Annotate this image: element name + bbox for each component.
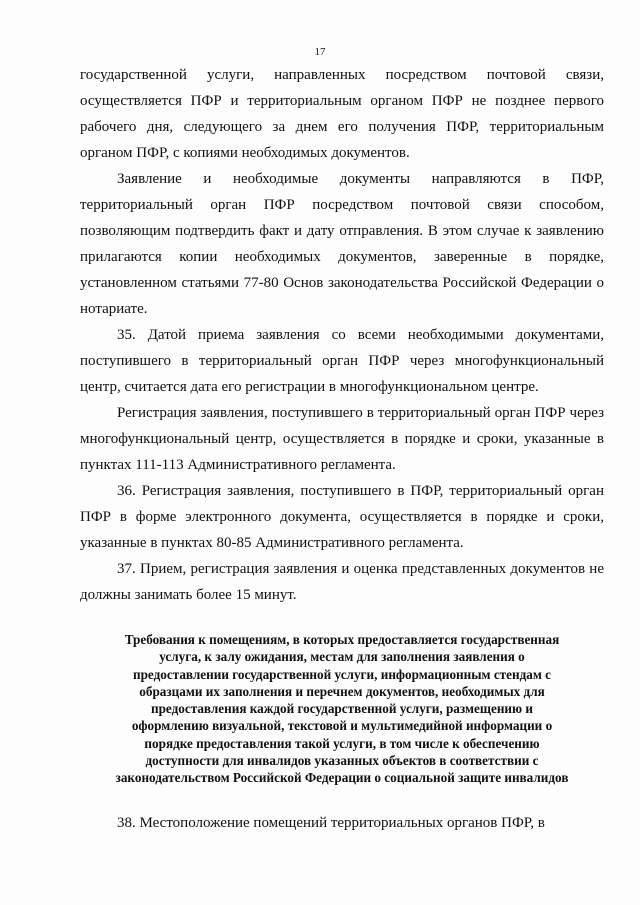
body-text-top (80, 62, 604, 608)
heading-line: предоставлении государственной услуги, информационным стендам с (132, 666, 552, 682)
paragraph-continuation: государственной услуги, направленных посредством почтовой связи, осуществляется ПФР и территориальным органом ПФР не позднее первого рабочего дня, следующего за днем его получения ПФР, территориальным органом ПФР, с копиями необходимых документов. (80, 67, 604, 161)
heading-line: образцами их заполнения и перечнем документов, необходимых для (139, 683, 545, 699)
heading-line: законодательством Российской Федерации о социальной защите инвалидов (115, 770, 569, 786)
paragraph-mail-submission: Заявление и необходимые документы направляются в ПФР, территориальный орган ПФР посредством почтовой связи способом, позволяющим подтвердить факт и дату отправления. В этом случае к заявлению прилагаются копии необходимых документов, заверенные в порядке, установленном статьями 77-80 Основ законодательства Российской Федерации о нотариате. (80, 171, 604, 317)
paragraph-35: 35. Датой приема заявления со всеми необходимыми документами, поступившего в территориальный орган ПФР через многофункциональный центр, считается дата его регистрации в многофункциональном центре. (80, 327, 604, 395)
heading-line: предоставления каждой государственной услуги, размещению и (150, 701, 534, 717)
paragraph-38: 38. Местоположение помещений территориальных органов ПФР, в (117, 815, 545, 831)
body-text-bottom (80, 810, 604, 836)
section-heading (80, 631, 604, 787)
heading-line: услуга, к залу ожидания, местам для заполнения заявления о (159, 649, 525, 665)
heading-line: порядке предоставления такой услуги, в том числе к обеспечению (144, 735, 540, 751)
heading-line: оформлению визуальной, текстовой и мультимедийной информации о (131, 718, 553, 734)
page-number: 17 (314, 46, 326, 58)
paragraph-mfc-registration: Регистрация заявления, поступившего в территориальный орган ПФР через многофункциональный центр, осуществляется в порядке и сроки, указанные в пунктах 111-113 Административного регламента. (80, 405, 604, 473)
heading-line: Требования к помещениям, в которых предоставляется государственная (124, 632, 560, 647)
paragraph-36: 36. Регистрация заявления, поступившего в ПФР, территориальный орган ПФР в форме электронного документа, осуществляется в порядке и сроки, указанные в пунктах 80-85 Административного регламента. (80, 483, 604, 551)
heading-line: доступности для инвалидов указанных объектов в соответствии с (145, 753, 539, 769)
paragraph-37: 37. Прием, регистрация заявления и оценка представленных документов не должны занимать более 15 минут. (80, 561, 604, 603)
